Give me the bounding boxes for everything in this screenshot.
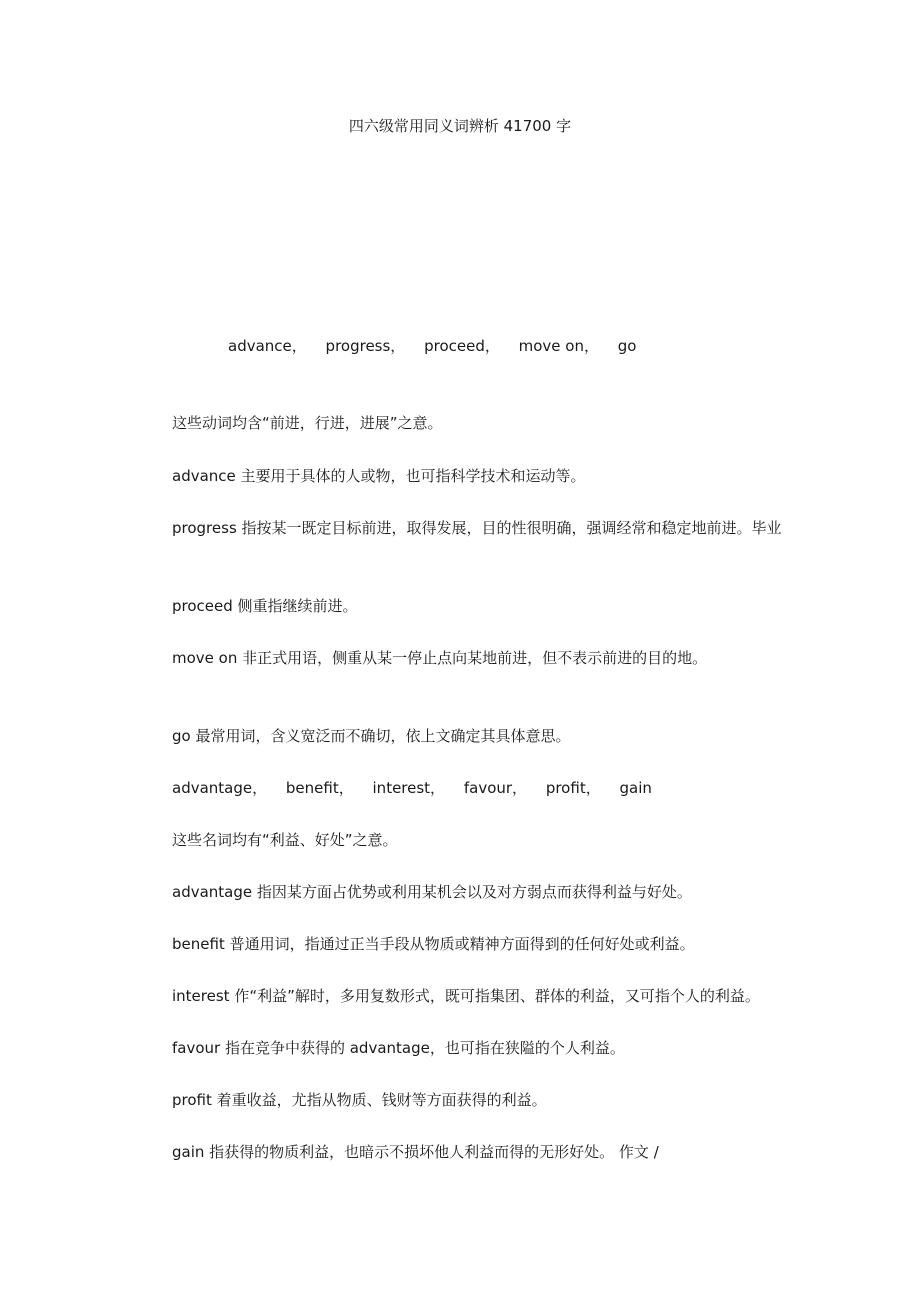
- word-advance: advance，: [228, 337, 307, 355]
- word-favour: favour，: [463, 779, 528, 797]
- definition-go: go 最常用词，含义宽泛而不确切，依上文确定其具体意思。: [172, 727, 571, 745]
- word-benefit: benefit，: [285, 779, 354, 797]
- definition-move-on: move on 非正式用语，侧重从某一停止点向某地前进，但不表示前进的目的地。: [172, 649, 708, 667]
- definition-favour: favour 指在竞争中获得的 advantage，也可指在狭隘的个人利益。: [172, 1039, 625, 1057]
- word-progress: progress，: [325, 337, 406, 355]
- definition-interest: interest 作“利益”解时，多用复数形式，既可指集团、群体的利益，又可指个人的利益。: [172, 987, 760, 1005]
- word-move-on: move on，: [518, 337, 599, 355]
- nouns-intro: 这些名词均有“利益、好处”之意。: [172, 831, 398, 849]
- definition-advantage: advantage 指因某方面占优势或利用某机会以及对方弱点而获得利益与好处。: [172, 883, 692, 901]
- verbs-intro: 这些动词均含“前进，行进，进展”之意。: [172, 414, 443, 432]
- definition-gain: gain 指获得的物质利益，也暗示不损坏他人利益而得的无形好处。 作文 /: [172, 1143, 659, 1161]
- word-advantage: advantage，: [172, 779, 268, 797]
- word-proceed: proceed，: [424, 337, 500, 355]
- word-go: go: [617, 337, 637, 355]
- synonym-group-nouns: [172, 778, 666, 798]
- word-interest: interest，: [372, 779, 446, 797]
- document-title: 四六级常用同义词辨析 41700 字: [348, 117, 572, 135]
- word-gain: gain: [619, 779, 652, 797]
- word-profit: profit，: [545, 779, 601, 797]
- synonym-group-verbs: [228, 336, 650, 356]
- definition-advance: advance 主要用于具体的人或物，也可指科学技术和运动等。: [172, 467, 586, 485]
- definition-benefit: benefit 普通用词，指通过正当手段从物质或精神方面得到的任何好处或利益。: [172, 935, 695, 953]
- definition-profit: profit 着重收益，尤指从物质、钱财等方面获得的利益。: [172, 1091, 547, 1109]
- definition-progress: progress 指按某一既定目标前进，取得发展，目的性很明确，强调经常和稳定地前进。毕业: [172, 519, 782, 537]
- definition-proceed: proceed 侧重指继续前进。: [172, 597, 358, 615]
